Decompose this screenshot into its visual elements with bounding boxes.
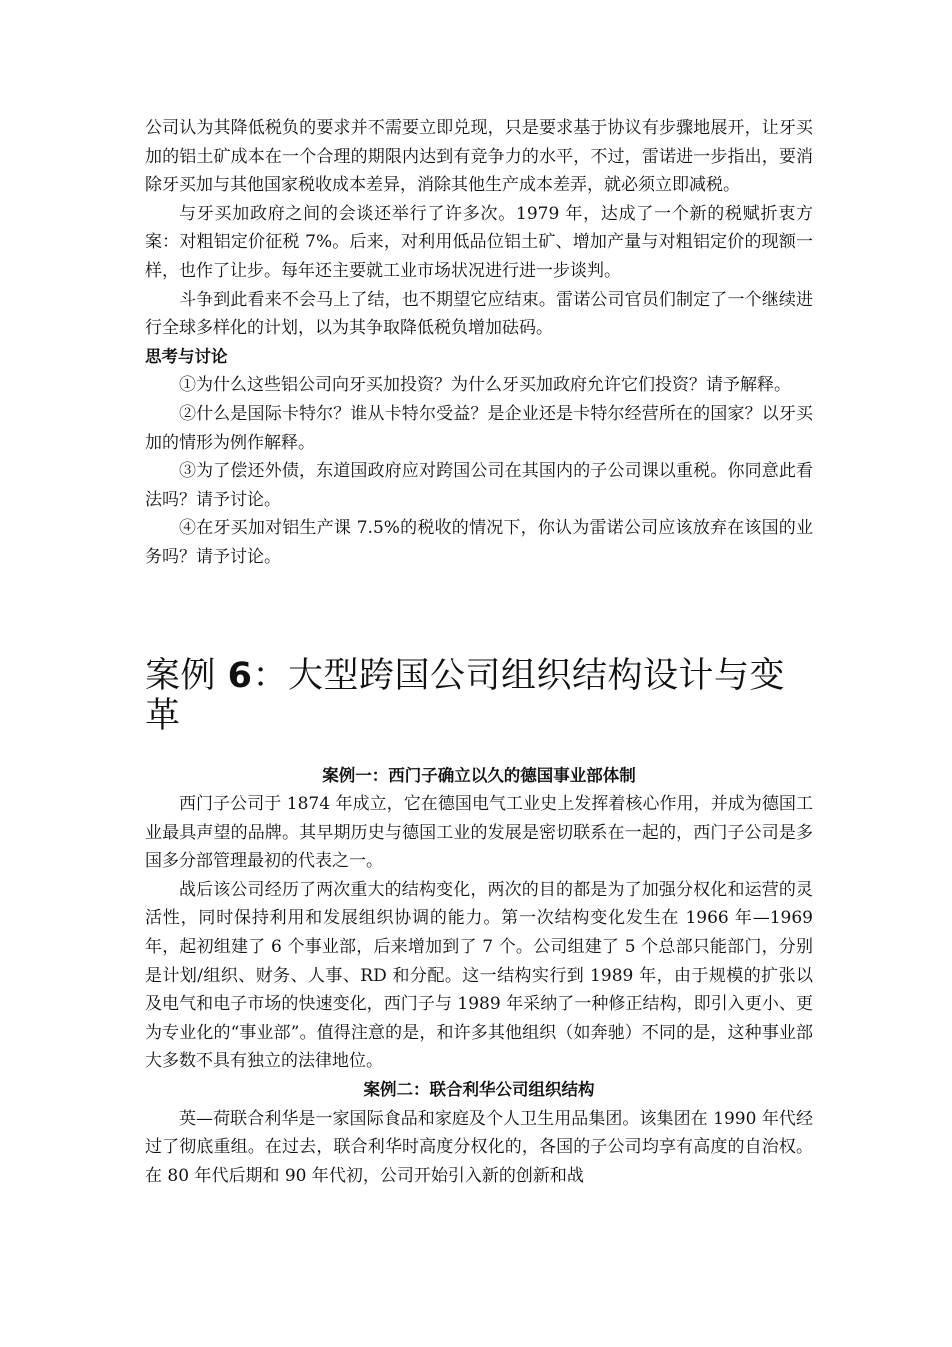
question-item: ③为了偿还外债，东道国政府应对跨国公司在其国内的子公司课以重税。你同意此看法吗？请予讨论。 [145,461,813,510]
document-page [145,114,813,1190]
body-paragraph: 与牙买加政府之间的会谈还举行了许多次。1979 年，达成了一个新的税赋折衷方案：对粗铝定价征税 7%。后来，对利用低品位铝土矿、增加产量与对粗铝定价的现额一样，也作了让步。每年还主要就工业市场状况进行进一步谈判。 [145,203,813,281]
body-paragraph: 公司认为其降低税负的要求并不需要立即兑现，只是要求基于协议有步骤地展开，让牙买加的铝土矿成本在一个合理的期限内达到有竞争力的水平，不过，雷诺进一步指出，要消除牙买加与其他国家税收成本差异，消除其他生产成本差弄，就必须立即减税。 [145,118,813,196]
question-item: ①为什么这些铝公司向牙买加投资？为什么牙买加政府允许它们投资？请予解释。 [179,375,791,396]
case-title-prefix: 案例 [145,655,217,696]
discussion-heading: 思考与讨论 [145,346,228,366]
question-item: ④在牙买加对铝生产课 7.5%的税收的情况下，你认为雷诺公司应该放弃在该国的业务吗？请予讨论。 [145,518,813,567]
case-title-rest: ：大型跨国公司组织结构设计与变革 [145,655,786,736]
case-title [145,656,813,736]
section-spacer [145,572,813,632]
body-paragraph: 斗争到此看来不会马上了结，也不期望它应结束。雷诺公司官员们制定了一个继续进行全球多样化的计划，以为其争取降低税负增加砝码。 [145,289,813,339]
case-title-number: 6 [227,655,253,696]
body-paragraph: 西门子公司于 1874 年成立，它在德国电气工业史上发挥着核心作用，并成为德国工业最具声望的品牌。其早期历史与德国工业的发展是密切联系在一起的，西门子公司是多国多分部管理最初的代表之一。 [145,794,813,872]
subcase-heading: 案例二：联合利华公司组织结构 [363,1080,595,1100]
subcase-heading: 案例一：西门子确立以久的德国事业部体制 [322,765,636,785]
body-paragraph: 英—荷联合利华是一家国际食品和家庭及个人卫生用品集团。该集团在 1990 年代经过了彻底重组。在过去，联合利华时高度分权化的，各国的子公司均享有高度的自治权。在 80 年代后期和 90 年代初，公司开始引入新的创新和战 [145,1108,813,1186]
question-item: ②什么是国际卡特尔？谁从卡特尔受益？是企业还是卡特尔经营所在的国家？以牙买加的情形为例作解释。 [145,403,813,453]
body-paragraph: 战后该公司经历了两次重大的结构变化，两次的目的都是为了加强分权化和运营的灵活性，同时保持利用和发展组织协调的能力。第一次结构变化发生在 1966 年—1969 年，起初组建了 6 个事业部，后来增加到了 7 个。公司组建了 5 个总部只能部门，分别是计划/组织、财务、人事、RD 和分配。这一结构实行到 1989 年，由于规模的扩张以及电气和电子市场的快速变化，西门子与 1989 年采纳了一种修正结构，即引入更小、更为专业化的“事业部”。值得注意的是，和许多其他组织（如奔驰）不同的是，这种事业部大多数不具有独立的法律地位。 [145,879,813,1072]
